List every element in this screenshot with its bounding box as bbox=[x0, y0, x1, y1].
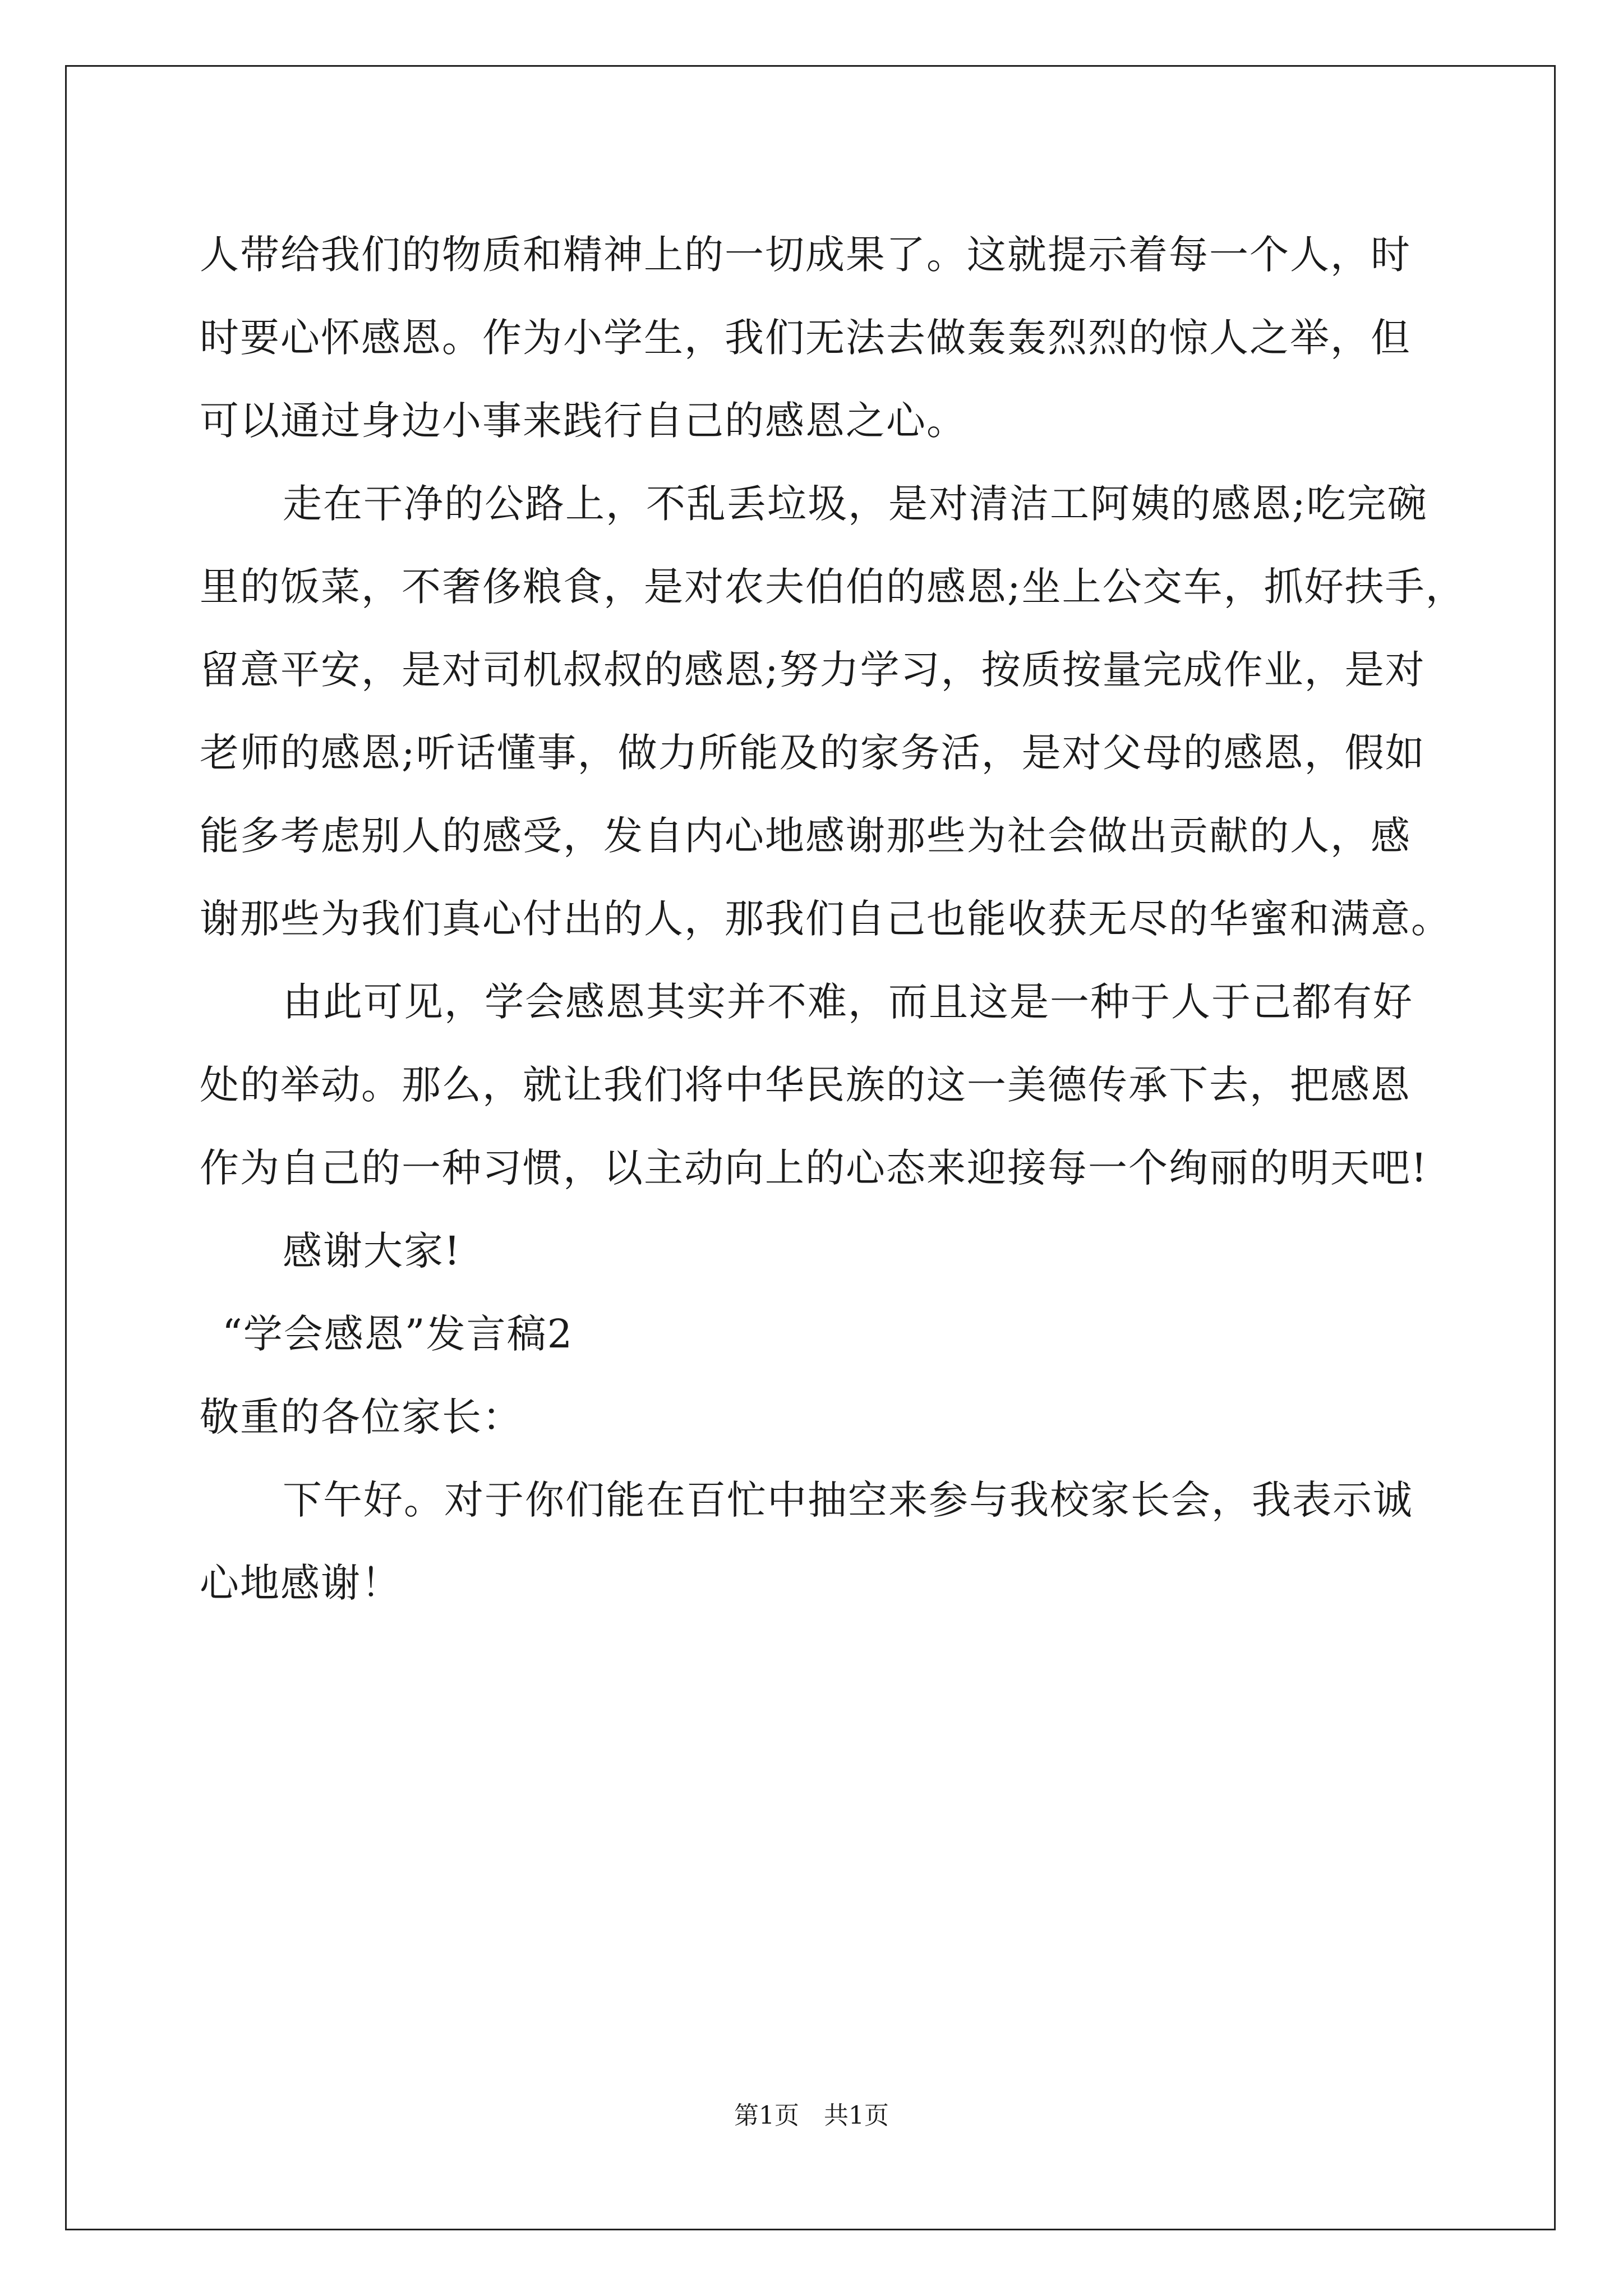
text-line: 可以通过身边小事来践行自己的感恩之心。 bbox=[200, 398, 967, 444]
text-line: 老师的感恩;听话懂事，做力所能及的家务活，是对父母的感恩，假如 bbox=[200, 730, 1426, 776]
text-line: 能多考虑别人的感受，发自内心地感谢那些为社会做出贡献的人，感 bbox=[200, 813, 1411, 859]
text-line: 谢那些为我们真心付出的人，那我们自己也能收获无尽的华蜜和满意。 bbox=[200, 896, 1451, 942]
salutation: 敬重的各位家长： bbox=[200, 1394, 523, 1440]
page-footer: 第1页 共1页 bbox=[734, 2101, 889, 2130]
document-body bbox=[200, 213, 1466, 1625]
text-line: 人带给我们的物质和精神上的一切成果了。这就提示着每一个人，时 bbox=[200, 232, 1411, 278]
closing-line: 感谢大家! bbox=[283, 1228, 462, 1274]
text-line: 时要心怀感恩。作为小学生，我们无法去做轰轰烈烈的惊人之举，但 bbox=[200, 315, 1411, 361]
text-line: 心地感谢！ bbox=[200, 1560, 402, 1606]
text-line: 留意平安，是对司机叔叔的感恩;努力学习，按质按量完成作业，是对 bbox=[200, 647, 1426, 693]
section-heading: “学会感恩”发言稿2 bbox=[222, 1311, 574, 1357]
text-line: 处的举动。那么，就让我们将中华民族的这一美德传承下去，把感恩 bbox=[200, 1062, 1411, 1108]
text-line: 作为自己的一种习惯，以主动向上的心态来迎接每一个绚丽的明天吧! bbox=[200, 1145, 1428, 1191]
paragraph-start-line: 由此可见，学会感恩其实并不难，而且这是一种于人于己都有好 bbox=[283, 979, 1413, 1025]
text-line: 里的饭菜，不奢侈粮食，是对农夫伯伯的感恩;坐上公交车，抓好扶手， bbox=[200, 564, 1466, 610]
paragraph-start-line: 下午好。对于你们能在百忙中抽空来参与我校家长会，我表示诚 bbox=[283, 1477, 1413, 1523]
paragraph-start-line: 走在干净的公路上，不乱丢垃圾，是对清洁工阿姨的感恩;吃完碗 bbox=[283, 481, 1428, 527]
